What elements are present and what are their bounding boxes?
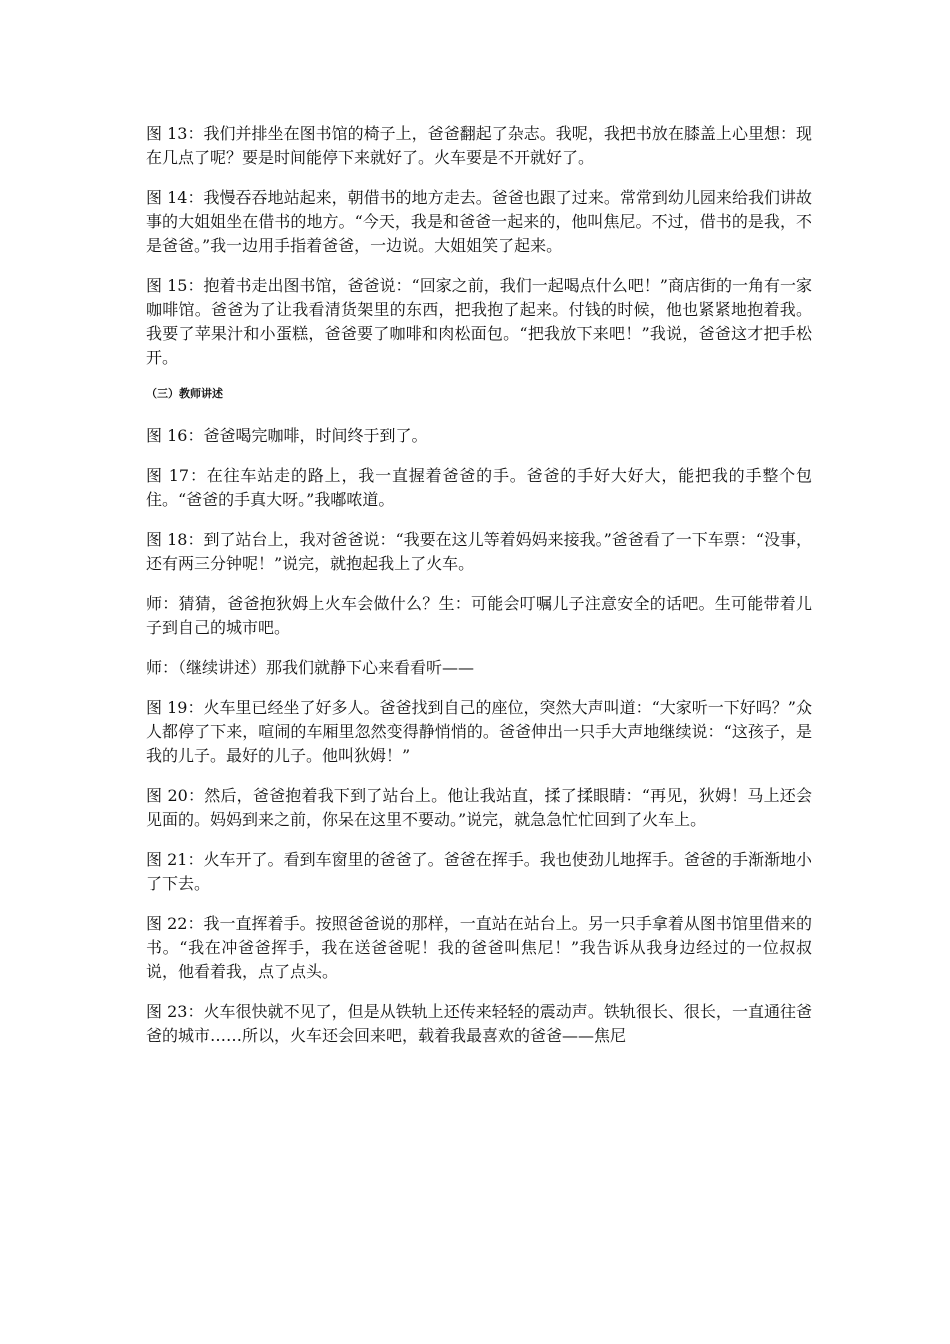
paragraph-figure-23: 图 23：火车很快就不见了，但是从铁轨上还传来轻轻的震动声。铁轨很长、很长，一直通往爸爸的城市……所以，火车还会回来吧，载着我最喜欢的爸爸——焦尼 <box>146 1002 812 1045</box>
paragraph-figure-22: 图 22：我一直挥着手。按照爸爸说的那样，一直站在站台上。另一只手拿着从图书馆里借来的书。“我在冲爸爸挥手，我在送爸爸呢！我的爸爸叫焦尼！”我告诉从我身边经过的一位叔叔说，他看着我，点了点头。 <box>146 914 812 981</box>
paragraph-figure-14: 图 14：我慢吞吞地站起来，朝借书的地方走去。爸爸也跟了过来。常常到幼儿园来给我们讲故事的大姐姐坐在借书的地方。“今天，我是和爸爸一起来的，他叫焦尼。不过，借书的是我，不是爸爸。”我一边用手指着爸爸，一边说。大姐姐笑了起来。 <box>146 188 812 255</box>
paragraph-figure-21: 图 21：火车开了。看到车窗里的爸爸了。爸爸在挥手。我也使劲儿地挥手。爸爸的手渐渐地小了下去。 <box>146 850 812 893</box>
paragraph-figure-16: 图 16：爸爸喝完咖啡，时间终于到了。 <box>146 426 428 445</box>
paragraph-figure-18: 图 18：到了站台上，我对爸爸说：“我要在这儿等着妈妈来接我。”爸爸看了一下车票：“没事，还有两三分钟呢！”说完，就抱起我上了火车。 <box>146 530 812 573</box>
paragraph-figure-13: 图 13：我们并排坐在图书馆的椅子上，爸爸翻起了杂志。我呢，我把书放在膝盖上心里想：现在几点了呢？要是时间能停下来就好了。火车要是不开就好了。 <box>146 124 812 167</box>
paragraph-teacher-continues: 师：（继续讲述）那我们就静下心来看看听—— <box>146 658 475 677</box>
section-heading: （三）教师讲述 <box>146 387 223 400</box>
paragraph-figure-19: 图 19：火车里已经坐了好多人。爸爸找到自己的座位，突然大声叫道：“大家听一下好吗？”众人都停了下来，喧闹的车厢里忽然变得静悄悄的。爸爸伸出一只手大声地继续说：“这孩子，是我的儿子。最好的儿子。他叫狄姆！” <box>146 698 812 765</box>
paragraph-figure-17: 图 17：在往车站走的路上，我一直握着爸爸的手。爸爸的手好大好大，能把我的手整个包住。“爸爸的手真大呀。”我嘟哝道。 <box>146 466 812 509</box>
paragraph-figure-15: 图 15：抱着书走出图书馆，爸爸说：“回家之前，我们一起喝点什么吧！”商店街的一角有一家咖啡馆。爸爸为了让我看清货架里的东西，把我抱了起来。付钱的时候，他也紧紧地抱着我。我要了苹果汁和小蛋糕，爸爸要了咖啡和肉松面包。“把我放下来吧！”我说，爸爸这才把手松开。 <box>146 276 812 367</box>
paragraph-figure-20: 图 20：然后，爸爸抱着我下到了站台上。他让我站直，揉了揉眼睛：“再见，狄姆！马上还会见面的。妈妈到来之前，你呆在这里不要动。”说完，就急急忙忙回到了火车上。 <box>146 786 812 829</box>
paragraph-teacher-student-dialogue: 师：猜猜，爸爸抱狄姆上火车会做什么？生：可能会叮嘱儿子注意安全的话吧。生可能带着儿子到自己的城市吧。 <box>146 594 812 637</box>
document-page <box>146 122 812 1064</box>
